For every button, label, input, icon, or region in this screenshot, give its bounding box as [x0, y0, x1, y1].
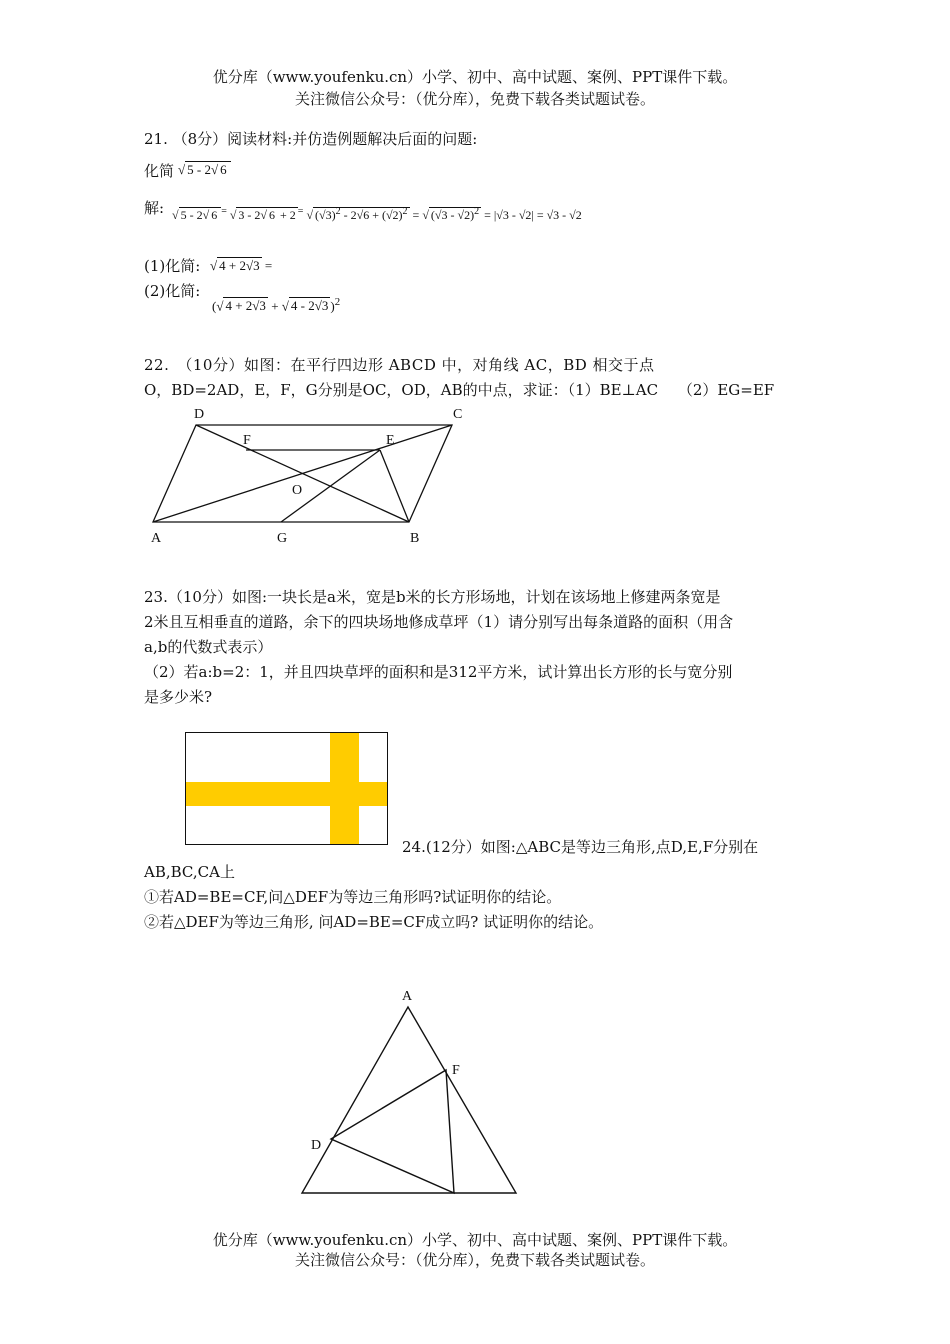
label-c: C	[453, 407, 463, 422]
q23-line-5: 是多少米?	[144, 688, 213, 706]
q21-part1-label: (1)化简:	[144, 257, 201, 275]
q21-part2-label: (2)化简:	[144, 282, 201, 300]
label-a: A	[402, 989, 413, 1004]
label-g: G	[277, 531, 288, 546]
q24-line-2: AB,BC,CA上	[144, 863, 235, 881]
q23-line-4: （2）若a:b=2：1，并且四块草坪的面积和是312平方米，试计算出长方形的长与宽分别	[144, 663, 733, 681]
q21-title: 21. （8分）阅读材料:并仿造例题解决后面的问题:	[144, 130, 478, 148]
header-line-2: 关注微信公众号：（优分库），免费下载各类试题试卷。	[294, 90, 655, 108]
q24-line-3: ①若AD=BE=CF,问△DEF为等边三角形吗?试证明你的结论。	[144, 888, 562, 906]
q24-triangle-figure	[290, 980, 530, 1200]
label-b: B	[410, 531, 420, 546]
label-d: D	[194, 407, 205, 422]
footer-line-1: 优分库（www.youfenku.cn）小学、初中、高中试题、案例、PPT课件下载。	[212, 1231, 738, 1249]
q24-line-4: ②若△DEF为等边三角形, 问AD=BE=CF成立吗? 试证明你的结论。	[144, 913, 604, 931]
label-o: O	[292, 483, 303, 498]
q21-solution-chain: √ 5 - 2√ 6 = √ 3 - 2√ 6 + 2 = √ $(√3)^2 - 2√6 + (√2)^2$ = √ (√3 - √2)$^2$ = |√3 - √2| = √3 - √2	[172, 206, 582, 222]
label-d: D	[311, 1138, 322, 1153]
q21-part2-expression: (√ 4 + 2√3 + √ 4 - 2√3 )$^2$	[212, 296, 341, 314]
q22-line-1: 22. （10分）如图：在平行四边形 ABCD 中，对角线 AC，BD 相交于点	[144, 356, 655, 374]
q21-example-expression: √ 5 - 2√ 6	[178, 162, 231, 178]
q23-line-1: 23.（10分）如图:一块长是a米，宽是b米的长方形场地，计划在该场地上修建两条宽是	[144, 588, 721, 606]
q22-parallelogram-figure	[140, 400, 480, 550]
label-a: A	[151, 531, 162, 546]
q21-part1-expression: √ 4 + 2√3 =	[210, 258, 273, 273]
vertical-road	[330, 733, 359, 844]
label-f: F	[452, 1063, 460, 1078]
label-f: F	[243, 433, 251, 448]
triangle-abc	[302, 1007, 516, 1193]
q23-field-figure	[185, 732, 389, 846]
label-e: E	[386, 433, 395, 448]
q22-line-2: O，BD=2AD，E，F，G分别是OC，OD，AB的中点，求证：（1）BE⊥AC （2）EG=EF	[144, 381, 775, 399]
q23-line-3: a,b的代数式表示）	[144, 638, 273, 656]
header-line-1: 优分库（www.youfenku.cn）小学、初中、高中试题、案例、PPT课件下载。	[212, 68, 738, 86]
q24-line-1: 24.(12分）如图:△ABC是等边三角形,点D,E,F分别在	[402, 838, 759, 856]
q21-simplify-label: 化简	[144, 162, 175, 180]
q21-solution-label: 解:	[144, 199, 165, 217]
diagonal-bd	[196, 425, 409, 522]
footer-line-2: 关注微信公众号：（优分库），免费下载各类试题试卷。	[294, 1251, 655, 1269]
triangle-def	[331, 1070, 454, 1193]
q23-line-2: 2米且互相垂直的道路，余下的四块场地修成草坪（1）请分别写出每条道路的面积（用含	[144, 613, 734, 631]
